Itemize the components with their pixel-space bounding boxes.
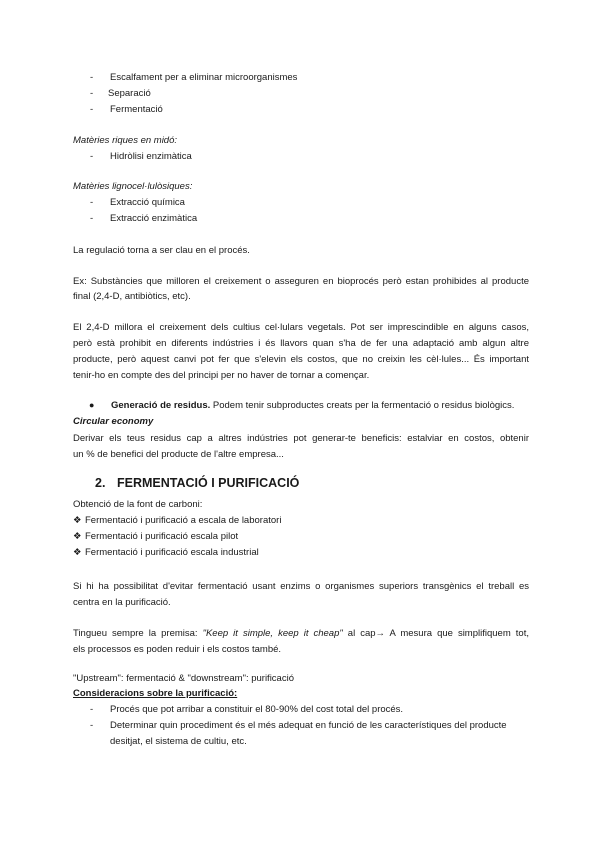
- list-item-text: Extracció enzimàtica: [110, 213, 198, 224]
- dash-marker: -: [90, 88, 94, 99]
- lignocellulose-heading: Matèries lignocel·lulòsiques:: [73, 181, 193, 192]
- considerations-heading: Consideracions sobre la purificació:: [73, 688, 238, 699]
- list-item-text: Fermentació i purificació escala pilot: [85, 531, 239, 542]
- premise-quote: "Keep it simple, keep it cheap": [202, 628, 343, 639]
- paragraph-24d-line: tenir-ho en compte des del principi per no haver de tornar a començar.: [73, 370, 370, 381]
- dash-marker: -: [90, 72, 94, 83]
- premise-line: [73, 626, 529, 641]
- paragraph-24d-line: producte, però aquest canvi pot fer que s'elevin els costos, que no creixin les cèl·lules... És important: [73, 354, 529, 365]
- section-number: 2.: [95, 476, 106, 490]
- list-item-text: Procés que pot arribar a constituir el 80-90% del cost total del procés.: [110, 704, 404, 715]
- residus-line: un % de benefici del producte de l'altre empresa...: [73, 449, 284, 460]
- premise-text: al cap→ A mesura que simplifiquem tot,: [342, 628, 529, 639]
- list-item: [73, 547, 259, 558]
- list-item: [90, 72, 297, 83]
- list-item: [90, 104, 163, 115]
- dash-marker: -: [90, 213, 94, 224]
- list-item: [90, 88, 151, 99]
- paragraph-enzyms-line: Si hi ha possibilitat d'evitar fermentació usant enzims o organismes superiors transgènics el treball es: [73, 581, 529, 592]
- premise-line: els processos es poden reduir i els costos també.: [73, 644, 282, 655]
- list-item-text: Fermentació i purificació escala industrial: [85, 547, 259, 558]
- upstream-line: "Upstream": fermentació & "downstream": purificació: [73, 673, 294, 684]
- paragraph-example: Ex: Substàncies que milloren el creixement o asseguren en bioprocés però estan prohibides al producte final (2,4-D, antibiòtics, etc).: [73, 276, 529, 302]
- paragraph-enzyms-line: centra en la purificació.: [73, 597, 171, 608]
- list-item-text: Fermentació i purificació a escala de laboratori: [85, 515, 282, 526]
- paragraph-24d-line: El 2,4-D millora el creixement dels cultius cel·lulars vegetals. Pot ser imprescindible en alguns casos,: [73, 322, 529, 333]
- bullet-icon: ●: [89, 400, 95, 410]
- residus-bullet-item: [89, 400, 514, 411]
- starch-heading: Matèries riques en midó:: [73, 135, 178, 146]
- list-item-text: Escalfament per a eliminar microorganismes: [110, 72, 298, 83]
- paragraph-regulation: La regulació torna a ser clau en el procés.: [73, 245, 250, 256]
- list-item-text: Fermentació: [110, 104, 163, 115]
- list-item-text: Hidròlisi enzimàtica: [110, 151, 192, 162]
- list-item: [90, 704, 403, 715]
- dash-marker: -: [90, 104, 94, 115]
- dash-marker: -: [90, 704, 94, 715]
- list-item: [90, 197, 185, 208]
- circular-economy-label: Circular economy: [73, 416, 154, 427]
- dash-marker: -: [90, 151, 94, 162]
- residus-title: Generació de residus.: [111, 400, 211, 411]
- section-heading: [95, 476, 299, 490]
- dash-marker: -: [90, 197, 94, 208]
- residus-text: Podem tenir subproductes creats per la fermentació o residus biològics.: [210, 400, 515, 411]
- list-item: [73, 531, 238, 542]
- list-item: [90, 720, 507, 731]
- carbon-intro: Obtenció de la font de carboni:: [73, 499, 203, 510]
- list-item: [73, 515, 281, 526]
- list-item: [90, 213, 197, 224]
- list-item-text: Extracció química: [110, 197, 185, 208]
- list-item-text: Separació: [108, 88, 151, 99]
- diamond-bullet-icon: ❖: [73, 515, 82, 526]
- diamond-bullet-icon: ❖: [73, 547, 82, 558]
- section-title: FERMENTACIÓ I PURIFICACIÓ: [117, 476, 300, 490]
- list-item: [90, 151, 192, 162]
- diamond-bullet-icon: ❖: [73, 531, 82, 542]
- residus-line: Derivar els teus residus cap a altres indústries pot generar-te beneficis: estalviar en costos, obtenir: [73, 433, 529, 444]
- paragraph-24d-line: però està prohibit en diferents indústries i és llavors quan s'ha de fer una adaptació amb algun altre: [73, 338, 529, 349]
- premise-text: Tingueu sempre la premisa:: [73, 628, 203, 639]
- list-item-continuation: desitjat, el sistema de cultiu, etc.: [110, 736, 247, 747]
- list-item-text: Determinar quin procediment és el més adequat en funció de les característiques del producte: [110, 720, 507, 731]
- dash-marker: -: [90, 720, 94, 731]
